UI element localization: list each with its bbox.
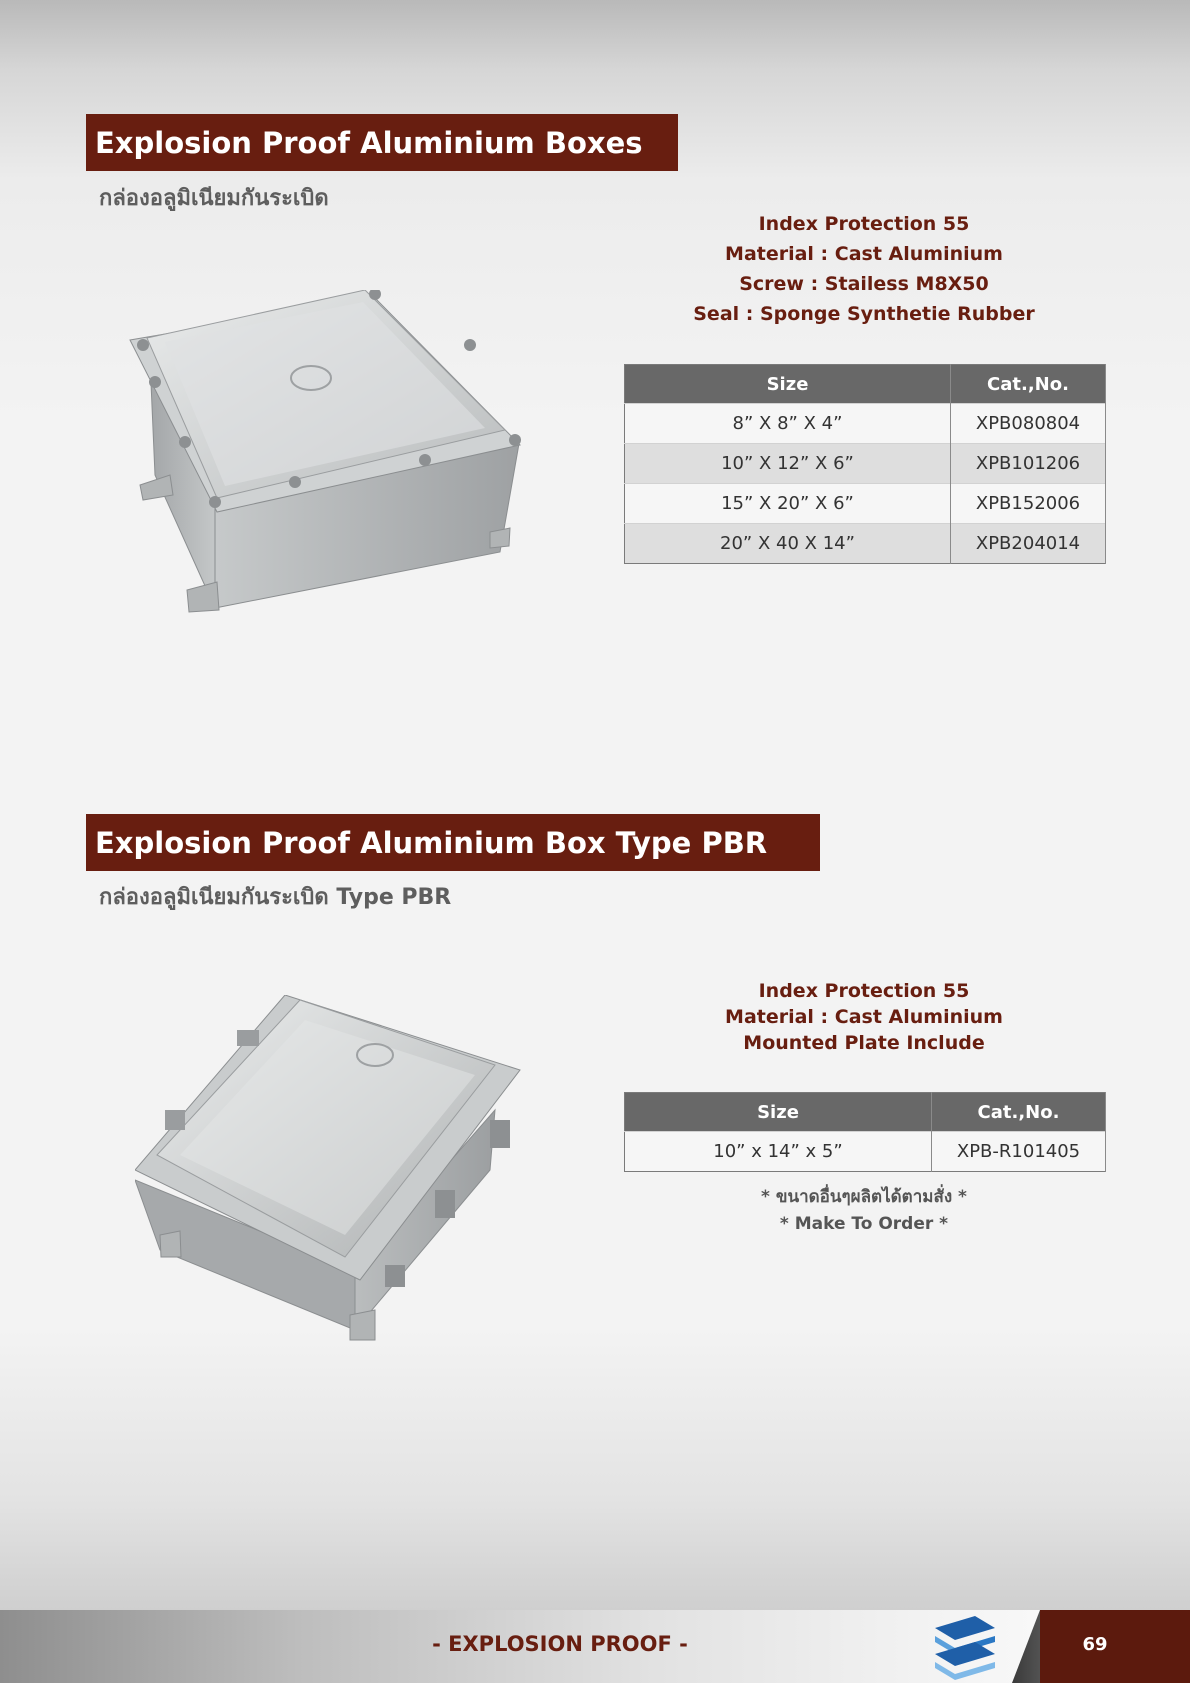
spec-ip: Index Protection 55 <box>758 213 970 235</box>
section1-title: Explosion Proof Aluminium Boxes <box>86 114 678 171</box>
cat-cell: XPB080804 <box>951 404 1106 444</box>
section2-subtitle: กล่องอลูมิเนียมกันระเบิด Type PBR <box>99 885 452 910</box>
cat-header: Cat.,No. <box>932 1093 1106 1132</box>
table-row <box>625 484 1106 524</box>
size-cell: 10” X 12” X 6” <box>625 444 951 484</box>
page-number: 69 <box>1082 1634 1108 1655</box>
table-row <box>625 404 1106 444</box>
table-header-row <box>625 365 1106 404</box>
size-cell: 15” X 20” X 6” <box>625 484 951 524</box>
size-cell: 10” x 14” x 5” <box>625 1132 932 1172</box>
spec-material: Material : Cast Aluminium <box>725 243 1003 265</box>
section1-subtitle: กล่องอลูมิเนียมกันระเบิด <box>99 186 329 211</box>
spec-screw: Screw : Stailess M8X50 <box>739 273 989 295</box>
cat-header: Cat.,No. <box>951 365 1106 404</box>
cat-cell: XPB-R101405 <box>932 1132 1106 1172</box>
table-row <box>625 444 1106 484</box>
section1-table <box>624 364 1106 564</box>
aluminium-box-photo <box>125 290 525 635</box>
make-to-order-note <box>584 1184 1144 1238</box>
section1-specs <box>584 209 1144 329</box>
section2-title: Explosion Proof Aluminium Box Type PBR <box>86 814 820 871</box>
page-footer <box>0 1610 1190 1683</box>
spec-material: Material : Cast Aluminium <box>725 1006 1003 1028</box>
company-logo-icon <box>925 1614 1003 1680</box>
spec-seal: Seal : Sponge Synthetie Rubber <box>693 303 1035 325</box>
spec-mounted-plate: Mounted Plate Include <box>743 1032 985 1054</box>
size-cell: 8” X 8” X 4” <box>625 404 951 444</box>
table-row <box>625 524 1106 564</box>
size-cell: 20” X 40 X 14” <box>625 524 951 564</box>
table-header-row <box>625 1093 1106 1132</box>
cat-cell: XPB152006 <box>951 484 1106 524</box>
size-header: Size <box>625 365 951 404</box>
note-thai: * ขนาดอื่นๆผลิตได้ตามสั่ง * <box>761 1187 967 1207</box>
section2-table <box>624 1092 1106 1172</box>
table-row <box>625 1132 1106 1172</box>
note-english: * Make To Order * <box>779 1214 949 1234</box>
size-header: Size <box>625 1093 932 1132</box>
cat-cell: XPB101206 <box>951 444 1106 484</box>
pbr-box-photo <box>135 995 525 1355</box>
section2-specs <box>584 978 1144 1056</box>
footer-section-label: - EXPLOSION PROOF - <box>432 1632 688 1656</box>
cat-cell: XPB204014 <box>951 524 1106 564</box>
spec-ip: Index Protection 55 <box>758 980 970 1002</box>
